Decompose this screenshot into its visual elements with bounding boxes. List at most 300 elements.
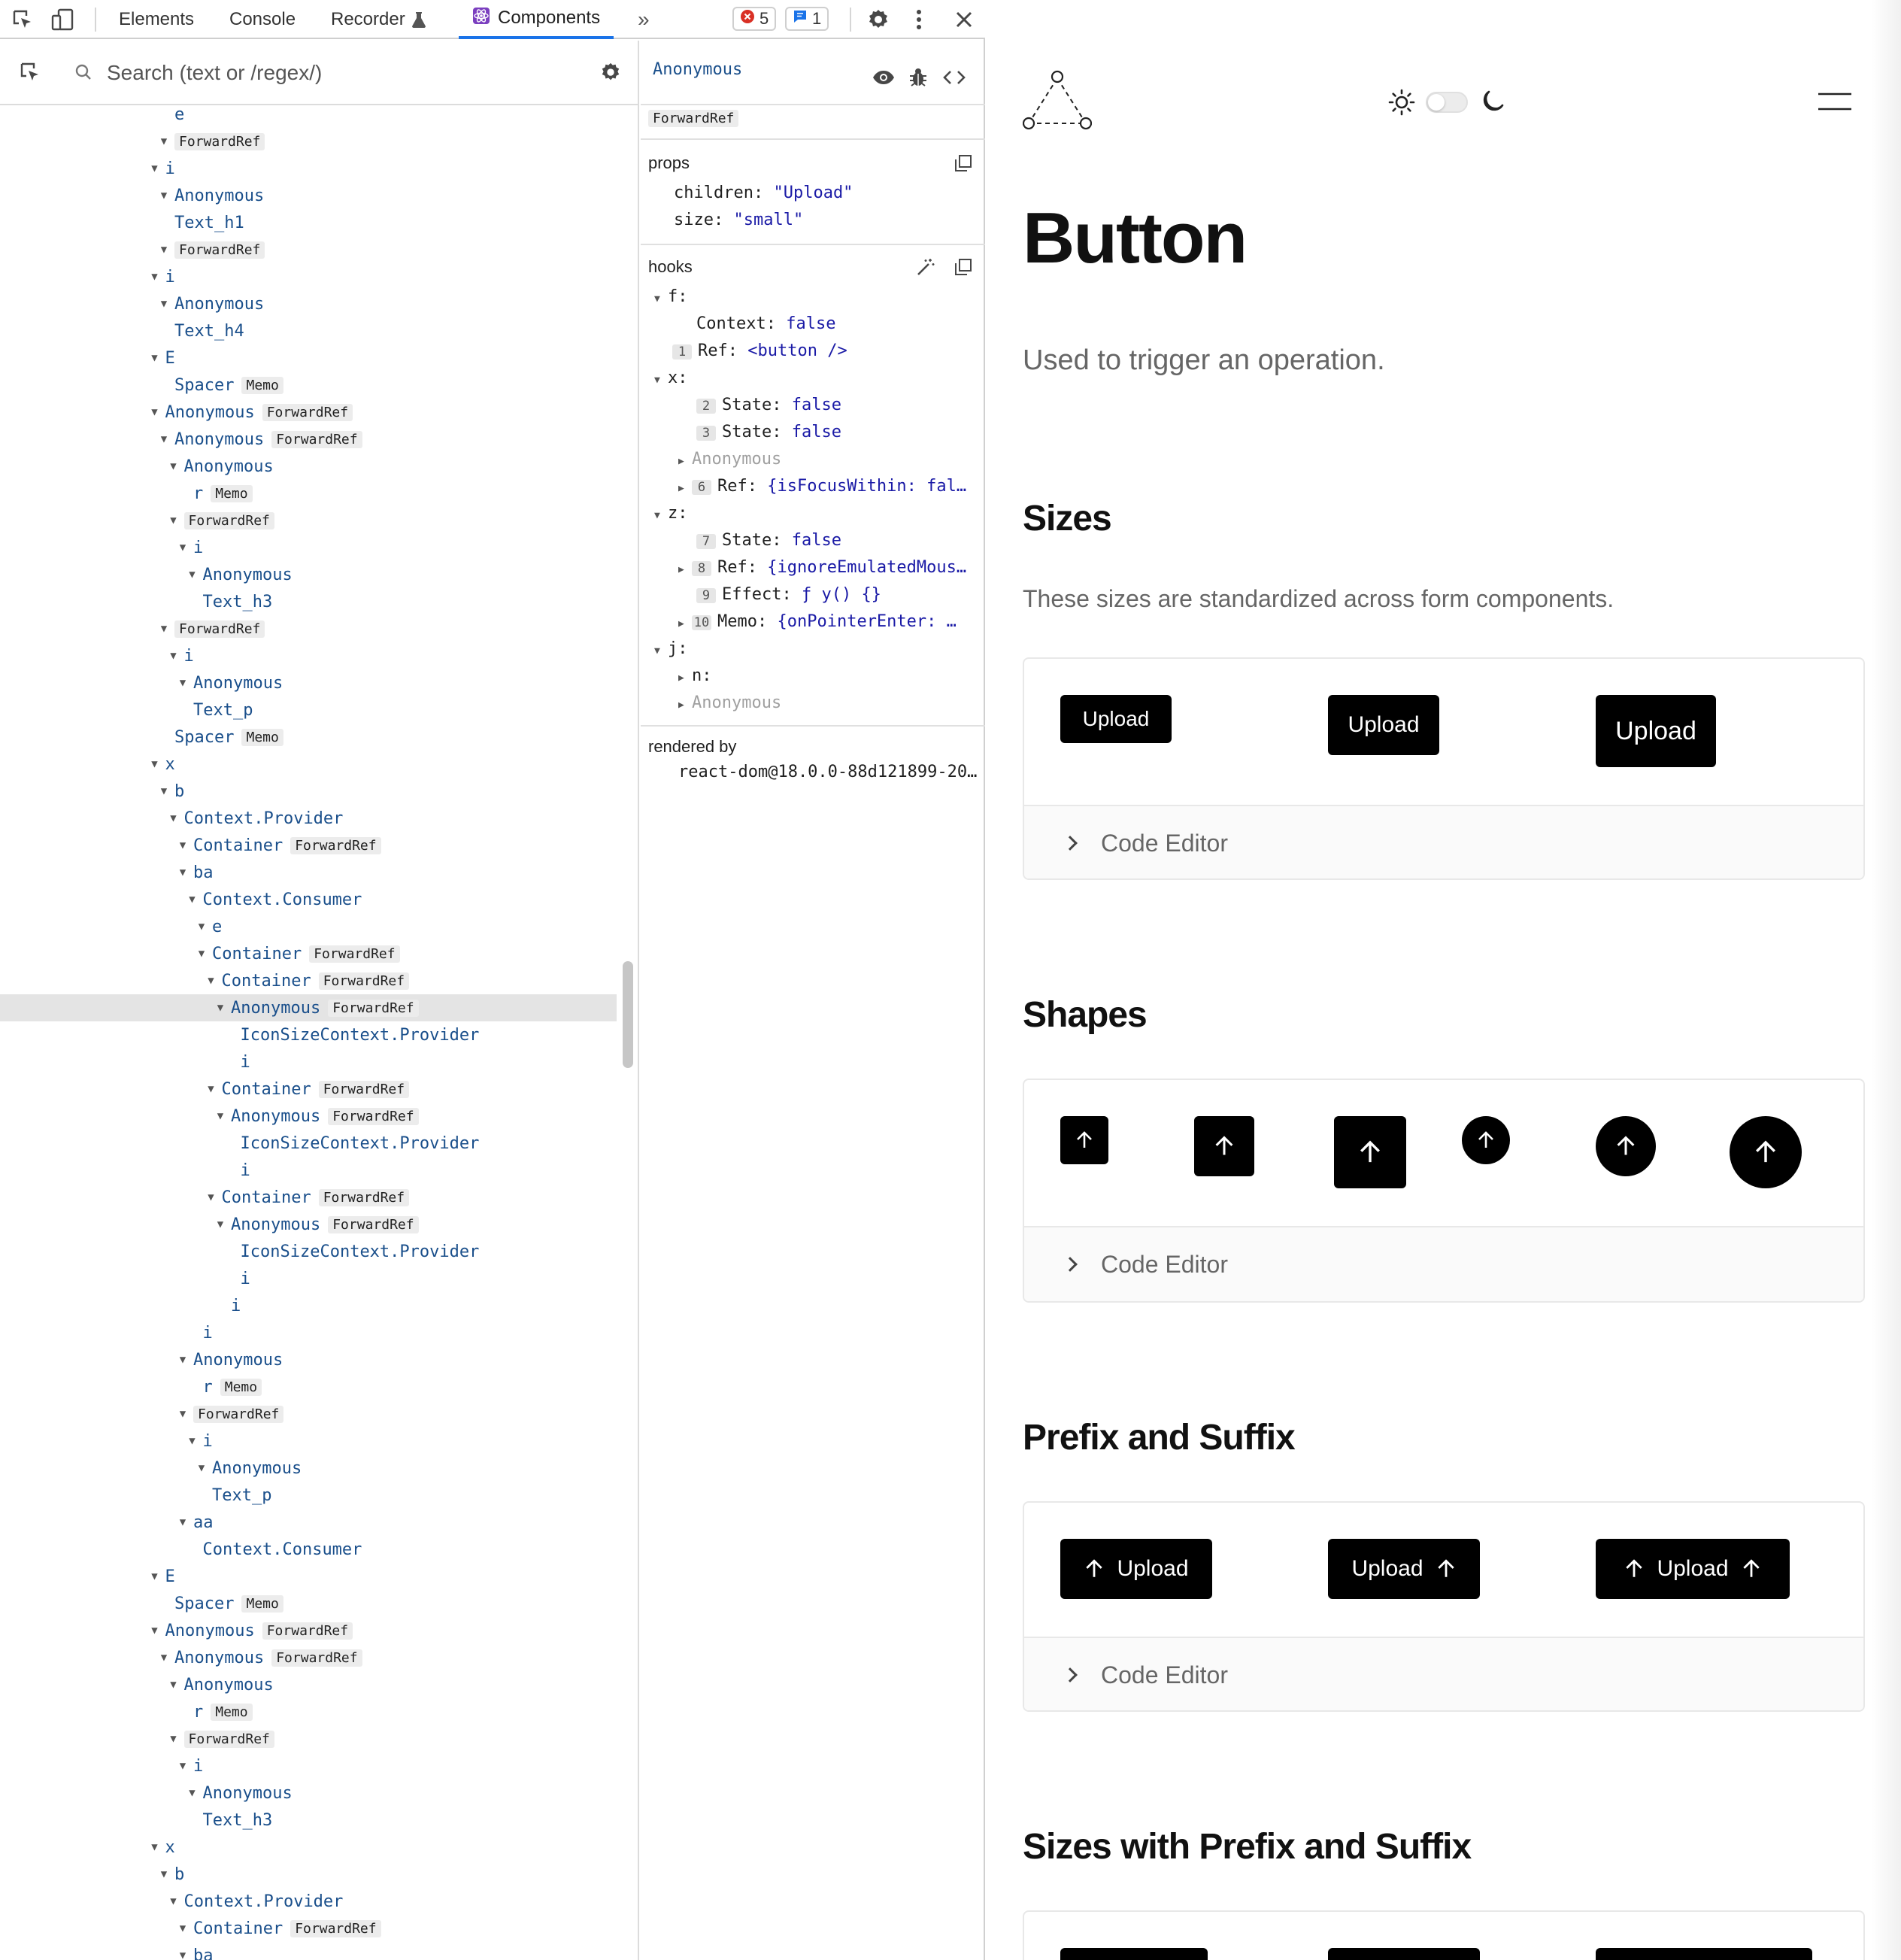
hook-j-n[interactable]: ▶ n: [678,666,712,685]
expand-caret-icon[interactable]: ▼ [179,1922,186,1934]
tree-node[interactable] [0,399,617,426]
hook-f-ref: 1 Ref: <button /> [672,341,847,360]
tree-node-label: Text_h1 [174,213,244,232]
expand-caret-icon[interactable]: ▼ [189,1435,196,1447]
expand-caret-icon[interactable]: ▼ [179,1760,186,1772]
tree-node-label: IconSizeContext.Provider [240,1133,480,1153]
tree-node-label: Anonymous [174,186,265,205]
hook-f[interactable]: ▼ f: [654,287,688,306]
tree-node[interactable] [0,534,617,561]
tree-node[interactable] [0,1021,617,1048]
tree-node[interactable] [0,155,617,182]
tree-node[interactable] [0,1779,617,1807]
tree-node[interactable] [0,1861,617,1888]
tree-node[interactable] [0,724,617,751]
tree-node-label: IconSizeContext.Provider [240,1242,480,1261]
hook-j-anonymous[interactable]: ▶ Anonymous [678,693,782,712]
tree-node-label: aa [193,1512,214,1532]
expand-caret-icon[interactable]: ▼ [198,921,205,933]
tree-node-label: r [193,1702,204,1722]
expand-caret-icon[interactable]: ▼ [160,1652,168,1664]
arrow-up-icon [1084,1558,1105,1579]
tree-node[interactable] [0,1590,617,1617]
hook-x-state-3: 3 State: false [696,423,841,441]
expand-caret-icon[interactable]: ▼ [217,1002,224,1014]
toggle-knob [1428,94,1445,111]
tree-node[interactable] [0,507,617,534]
tree-node-badge: Memo [241,729,283,746]
close-icon[interactable] [949,0,979,39]
arrow-up-icon [1753,1139,1778,1165]
view-source-icon[interactable] [941,66,967,89]
tree-node[interactable] [0,426,617,453]
tree-node[interactable] [0,642,617,669]
tree-node[interactable] [0,859,617,886]
tree-node-label: Anonymous [165,1621,255,1640]
expand-caret-icon[interactable]: ▼ [151,758,158,770]
tree-node[interactable] [0,1617,617,1644]
prop-children[interactable]: children: "Upload" [674,184,853,202]
tree-node[interactable] [0,344,617,372]
expand-caret-icon[interactable]: ▼ [179,1354,186,1366]
arrow-up-icon [1436,1558,1457,1579]
tree-node[interactable] [0,696,617,724]
tree-node[interactable] [0,1184,617,1211]
expand-caret-icon[interactable]: ▼ [170,1679,177,1691]
sizes-code-editor-toggle[interactable] [1024,805,1863,880]
tree-node-label: i [202,1431,213,1451]
tree-node[interactable] [0,317,617,344]
expand-caret-icon[interactable]: ▼ [170,460,177,472]
circle-upload-button-small[interactable] [1462,1116,1510,1164]
tree-node[interactable] [0,561,617,588]
tree-node[interactable] [0,290,617,317]
more-options-icon[interactable] [905,0,932,39]
tab-recorder[interactable] [331,0,426,39]
tree-node-badge: ForwardRef [262,1622,353,1640]
component-tree-pane [0,41,639,1960]
tree-node-badge: ForwardRef [309,945,399,963]
tree-node[interactable] [0,1292,617,1319]
expand-caret-icon[interactable]: ▼ [179,542,186,554]
tree-node[interactable] [0,1509,617,1536]
tree-node-badge: Memo [211,1704,252,1721]
flask-icon [411,0,426,39]
expand-caret-icon[interactable]: ▼ [170,1733,177,1745]
prefix-suffix-code-editor-toggle[interactable] [1024,1637,1863,1712]
tree-node-label: Anonymous [193,673,283,693]
expand-caret-icon[interactable]: ▼ [160,190,168,202]
tree-node[interactable] [0,1698,617,1725]
tree-node[interactable] [0,1915,617,1942]
tree-node-badge: ForwardRef [262,404,353,421]
page-lead: Used to trigger an operation. [1023,344,1385,376]
tree-node-label: i [240,1052,250,1072]
hooks-heading: hooks [648,257,693,276]
messages-count: 1 [812,9,822,28]
expand-caret-icon[interactable]: ▼ [198,948,205,960]
tree-node[interactable] [0,1346,617,1373]
tree-node-label: Anonymous [212,1458,302,1478]
rendered-by-value[interactable]: react-dom@18.0.0-88d121899-20… [678,763,978,781]
tree-node[interactable] [0,480,617,507]
tree-node[interactable] [0,1482,617,1509]
site-logo[interactable] [1023,69,1092,136]
tree-node-label: Container [221,1079,311,1099]
tree-scrollbar[interactable] [623,961,633,1068]
tree-node[interactable] [0,372,617,399]
sizes-description: These sizes are standardized across form components. [1023,585,1614,612]
tree-node[interactable] [0,182,617,209]
arrow-up-icon [1213,1135,1235,1157]
tree-node[interactable] [0,1644,617,1671]
expand-caret-icon[interactable]: ▼ [151,352,158,364]
tree-node-label: Anonymous [193,1350,283,1370]
expand-caret-icon[interactable]: ▼ [170,812,177,824]
tree-node[interactable] [0,1428,617,1455]
tree-node-label: i [231,1296,241,1315]
hook-z-ref-8[interactable]: ▶ 8 Ref: {ignoreEmulatedMous… [678,558,967,577]
upload-button-small[interactable]: Upload [1060,695,1172,743]
expand-caret-icon[interactable]: ▼ [189,569,196,581]
tree-node-label: Spacer [174,1594,235,1613]
prefix-suffix-demo-card [1023,1501,1865,1712]
copy-props-icon[interactable] [952,152,975,174]
upload-button-partial[interactable] [1596,1948,1812,1960]
eye-icon[interactable] [871,66,896,89]
sizes-heading: Sizes [1023,499,1111,539]
bug-icon[interactable] [907,66,929,89]
hook-j[interactable]: ▼ j: [654,639,688,658]
tree-node-label: Anonymous [231,1215,321,1234]
tree-node[interactable] [0,107,617,128]
component-tree [0,107,617,1960]
tree-node-label: e [174,107,185,124]
upload-button-suffix[interactable] [1328,1539,1480,1599]
inspect-element-icon[interactable] [9,0,36,39]
tree-node-label: x [165,1837,175,1857]
upload-button-large[interactable]: Upload [1596,695,1716,767]
tree-node-label: Container [193,1919,283,1938]
tree-node[interactable] [0,615,617,642]
tree-node-badge: Memo [241,1595,283,1613]
error-icon [740,9,755,29]
expand-caret-icon[interactable]: ▼ [208,975,214,987]
expand-caret-icon[interactable]: ▼ [179,677,186,689]
arrow-up-icon [1741,1558,1762,1579]
expand-caret-icon[interactable]: ▼ [208,1191,214,1203]
tree-node-label: b [174,781,185,801]
tree-node-label: b [174,1864,185,1884]
tree-node[interactable] [0,1211,617,1238]
tree-node[interactable] [0,1942,617,1960]
rendered-by-heading: rendered by [648,737,737,756]
upload-button-prefix[interactable] [1060,1539,1212,1599]
tree-node-label: Anonymous [202,1783,293,1803]
expand-caret-icon[interactable]: ▼ [179,866,186,878]
tree-node-label: ba [193,863,214,882]
tree-node-badge: ForwardRef [184,512,274,529]
sizes-prefix-suffix-heading: Sizes with Prefix and Suffix [1023,1827,1472,1867]
square-upload-button-small[interactable] [1060,1116,1108,1164]
tree-node-label: Spacer [174,727,235,747]
tree-search-bar [0,41,639,105]
expand-caret-icon[interactable]: ▼ [160,135,168,147]
expand-caret-icon[interactable]: ▼ [151,162,158,174]
hook-x-ref-6[interactable]: ▶ 6 Ref: {isFocusWithin: fal… [678,477,967,496]
expand-caret-icon[interactable]: ▼ [151,1570,158,1582]
tree-node-label: Anonymous [174,294,265,314]
tree-node-label: x [165,754,175,774]
tree-node[interactable] [0,1048,617,1076]
hamburger-menu-icon[interactable] [1817,92,1853,115]
select-element-icon[interactable] [15,53,45,92]
hook-x-anonymous[interactable]: ▶ Anonymous [678,450,782,469]
tree-node[interactable] [0,236,617,263]
tree-node-label: i [240,1161,250,1180]
divider [641,138,985,140]
shapes-code-editor-toggle[interactable] [1024,1226,1863,1301]
tree-node-badge: ForwardRef [290,837,381,854]
tree-node-badge: ForwardRef [174,620,265,638]
expand-caret-icon[interactable]: ▼ [160,785,168,797]
tree-node-label: Text_h4 [174,321,244,341]
expand-caret-icon[interactable]: ▼ [170,1895,177,1907]
tree-node[interactable] [0,1238,617,1265]
tree-node-badge: ForwardRef [328,1108,418,1125]
expand-caret-icon[interactable]: ▼ [170,650,177,662]
search-icon [72,53,95,92]
expand-caret-icon[interactable]: ▼ [151,406,158,418]
tree-node-label: E [165,348,175,368]
tree-node-badge: ForwardRef [319,1081,409,1098]
tree-node-label: Spacer [174,375,235,395]
theme-toggle[interactable] [1426,92,1468,113]
upload-button-label: Upload [1351,1556,1423,1581]
tree-node-label: Text_h3 [202,1810,273,1830]
props-heading: props [648,153,690,172]
expand-caret-icon[interactable]: ▼ [160,1868,168,1880]
hook-x[interactable]: ▼ x: [654,369,688,387]
copy-hooks-icon[interactable] [952,256,975,278]
tree-node-label: Context.Provider [183,1892,344,1911]
expand-caret-icon[interactable]: ▼ [160,623,168,635]
more-tabs-icon[interactable]: » [638,8,650,31]
prop-size[interactable]: size: "small" [674,211,804,229]
expand-caret-icon[interactable]: ▼ [179,1949,186,1960]
tree-node-label: Container [212,944,302,963]
tree-node[interactable] [0,1076,617,1103]
tree-node[interactable] [0,751,617,778]
tree-node[interactable] [0,1319,617,1346]
tree-node-badge: ForwardRef [328,1000,418,1017]
tree-node[interactable] [0,669,617,696]
toolbar-divider [850,8,851,32]
tree-node-badge: Memo [241,377,283,394]
hook-z-effect-9: 9 Effect: ƒ y() {} [696,585,881,604]
expand-caret-icon[interactable]: ▼ [170,514,177,526]
code-editor-label: Code Editor [1101,829,1228,857]
expand-caret-icon[interactable]: ▼ [217,1110,224,1122]
magic-wand-icon[interactable] [914,256,937,278]
expand-caret-icon[interactable]: ▼ [179,1408,186,1420]
search-input[interactable] [107,56,558,90]
expand-caret-icon[interactable]: ▼ [151,1625,158,1637]
expand-caret-icon[interactable]: ▼ [179,839,186,851]
arrow-up-icon [1357,1139,1383,1165]
expand-caret-icon[interactable]: ▼ [160,298,168,310]
tree-node[interactable] [0,1103,617,1130]
code-editor-label: Code Editor [1101,1250,1228,1278]
page-title: Button [1023,198,1247,278]
tree-node-badge: ForwardRef [319,972,409,990]
tree-node-label: Context.Consumer [202,890,362,909]
expand-caret-icon[interactable]: ▼ [151,1841,158,1853]
toolbar-divider [95,8,96,32]
expand-caret-icon[interactable]: ▼ [160,433,168,445]
tree-node[interactable] [0,128,617,155]
tree-node-selected[interactable] [0,994,617,1021]
device-toolbar-icon[interactable] [48,0,78,39]
tree-node[interactable] [0,1725,617,1752]
hook-f-context: Context: false [696,314,836,333]
chevron-right-icon [1063,1257,1078,1272]
circle-upload-button-large[interactable] [1730,1116,1802,1188]
forwardref-badge: ForwardRef [648,110,738,127]
upload-button-prefix-suffix[interactable] [1596,1539,1790,1599]
expand-caret-icon[interactable]: ▼ [160,244,168,256]
sizes-prefix-suffix-demo-card [1023,1910,1865,1960]
divider [641,725,985,727]
expand-caret-icon[interactable]: ▼ [189,1787,196,1799]
errors-badge[interactable] [732,7,776,31]
tree-node-label: r [202,1377,213,1397]
tree-node[interactable] [0,1157,617,1184]
tree-node-label: i [183,646,194,666]
tree-node-badge: ForwardRef [290,1920,381,1937]
hook-z-memo-10[interactable]: ▶ 10 Memo: {onPointerEnter: … [678,612,957,631]
tree-node[interactable] [0,805,617,832]
tree-node[interactable] [0,453,617,480]
tree-node[interactable] [0,1400,617,1428]
messages-badge[interactable] [785,7,829,31]
tree-node[interactable] [0,967,617,994]
upload-button-label: Upload [1657,1556,1729,1581]
tree-node[interactable] [0,1671,617,1698]
tree-node-badge: ForwardRef [271,431,362,448]
tree-node-label: Context.Provider [183,809,344,828]
tab-elements[interactable]: Elements [119,9,195,29]
tree-node-label: Anonymous [174,1648,265,1667]
tree-node-badge: ForwardRef [193,1406,283,1423]
square-upload-button-large[interactable] [1334,1116,1406,1188]
tree-settings-gear-icon[interactable] [596,53,626,92]
hook-z[interactable]: ▼ z: [654,504,688,523]
square-upload-button-medium[interactable] [1194,1116,1254,1176]
tree-node[interactable] [0,913,617,940]
sizes-demo-card [1023,657,1865,880]
tree-node[interactable] [0,1373,617,1400]
tree-node-label: Text_p [193,700,253,720]
tab-console[interactable]: Console [229,9,296,29]
expand-caret-icon[interactable]: ▼ [151,271,158,283]
chevron-right-icon [1063,1667,1078,1682]
tree-node-label: Anonymous [174,429,265,449]
tree-node[interactable] [0,832,617,859]
hook-x-state-2: 2 State: false [696,396,841,414]
tree-node[interactable] [0,940,617,967]
code-editor-label: Code Editor [1101,1661,1228,1688]
arrow-up-icon [1624,1558,1645,1579]
tree-node[interactable] [0,209,617,236]
divider [641,244,985,245]
tree-node-label: i [165,159,175,178]
tree-node[interactable] [0,1888,617,1915]
tree-node-label: Anonymous [231,998,321,1018]
message-icon [793,9,808,29]
tree-node[interactable] [0,1536,617,1563]
expand-caret-icon[interactable]: ▼ [217,1218,224,1230]
inspected-component-name: Anonymous [653,60,743,79]
tree-node-label: r [193,484,204,503]
arrow-up-icon [1614,1135,1637,1157]
tree-node-label: IconSizeContext.Provider [240,1025,480,1045]
upload-button-partial[interactable] [1328,1948,1480,1960]
tree-node[interactable] [0,1752,617,1779]
gear-icon[interactable] [863,0,893,39]
moon-icon [1478,89,1505,120]
divider [641,104,985,105]
component-inspector [641,41,985,1960]
circle-upload-button-medium[interactable] [1596,1116,1656,1176]
upload-button-medium[interactable]: Upload [1328,695,1439,755]
tree-node-label: Container [221,1188,311,1207]
tree-node[interactable] [0,1807,617,1834]
tree-node-badge: ForwardRef [174,241,265,259]
tree-node[interactable] [0,588,617,615]
page-edge-shadow [1871,0,1901,1960]
tree-node[interactable] [0,778,617,805]
tree-node[interactable] [0,263,617,290]
tree-node[interactable] [0,1834,617,1861]
tree-node[interactable] [0,1265,617,1292]
tree-node-label: i [193,1756,204,1776]
tree-node-label: Anonymous [183,457,274,476]
expand-caret-icon[interactable]: ▼ [198,1462,205,1474]
tree-node-badge: ForwardRef [271,1649,362,1667]
tree-node-label: e [212,917,223,936]
expand-caret-icon[interactable]: ▼ [189,894,196,906]
tree-node[interactable] [0,886,617,913]
tree-node[interactable] [0,1563,617,1590]
tree-node[interactable] [0,1455,617,1482]
tree-node-badge: Memo [220,1379,262,1396]
tree-node-label: Anonymous [202,565,293,584]
shapes-heading: Shapes [1023,995,1147,1035]
tree-node-label: i [202,1323,213,1343]
tab-components[interactable] [459,0,614,39]
tree-node[interactable] [0,1130,617,1157]
tree-node-label: E [165,1567,175,1586]
prefix-suffix-heading: Prefix and Suffix [1023,1418,1295,1458]
tree-node-label: Context.Consumer [202,1540,362,1559]
expand-caret-icon[interactable]: ▼ [208,1083,214,1095]
upload-button-partial[interactable] [1060,1948,1208,1960]
expand-caret-icon[interactable]: ▼ [179,1516,186,1528]
react-icon [472,7,490,30]
tree-node-badge: Memo [211,485,252,502]
tree-node-label: Container [221,971,311,991]
